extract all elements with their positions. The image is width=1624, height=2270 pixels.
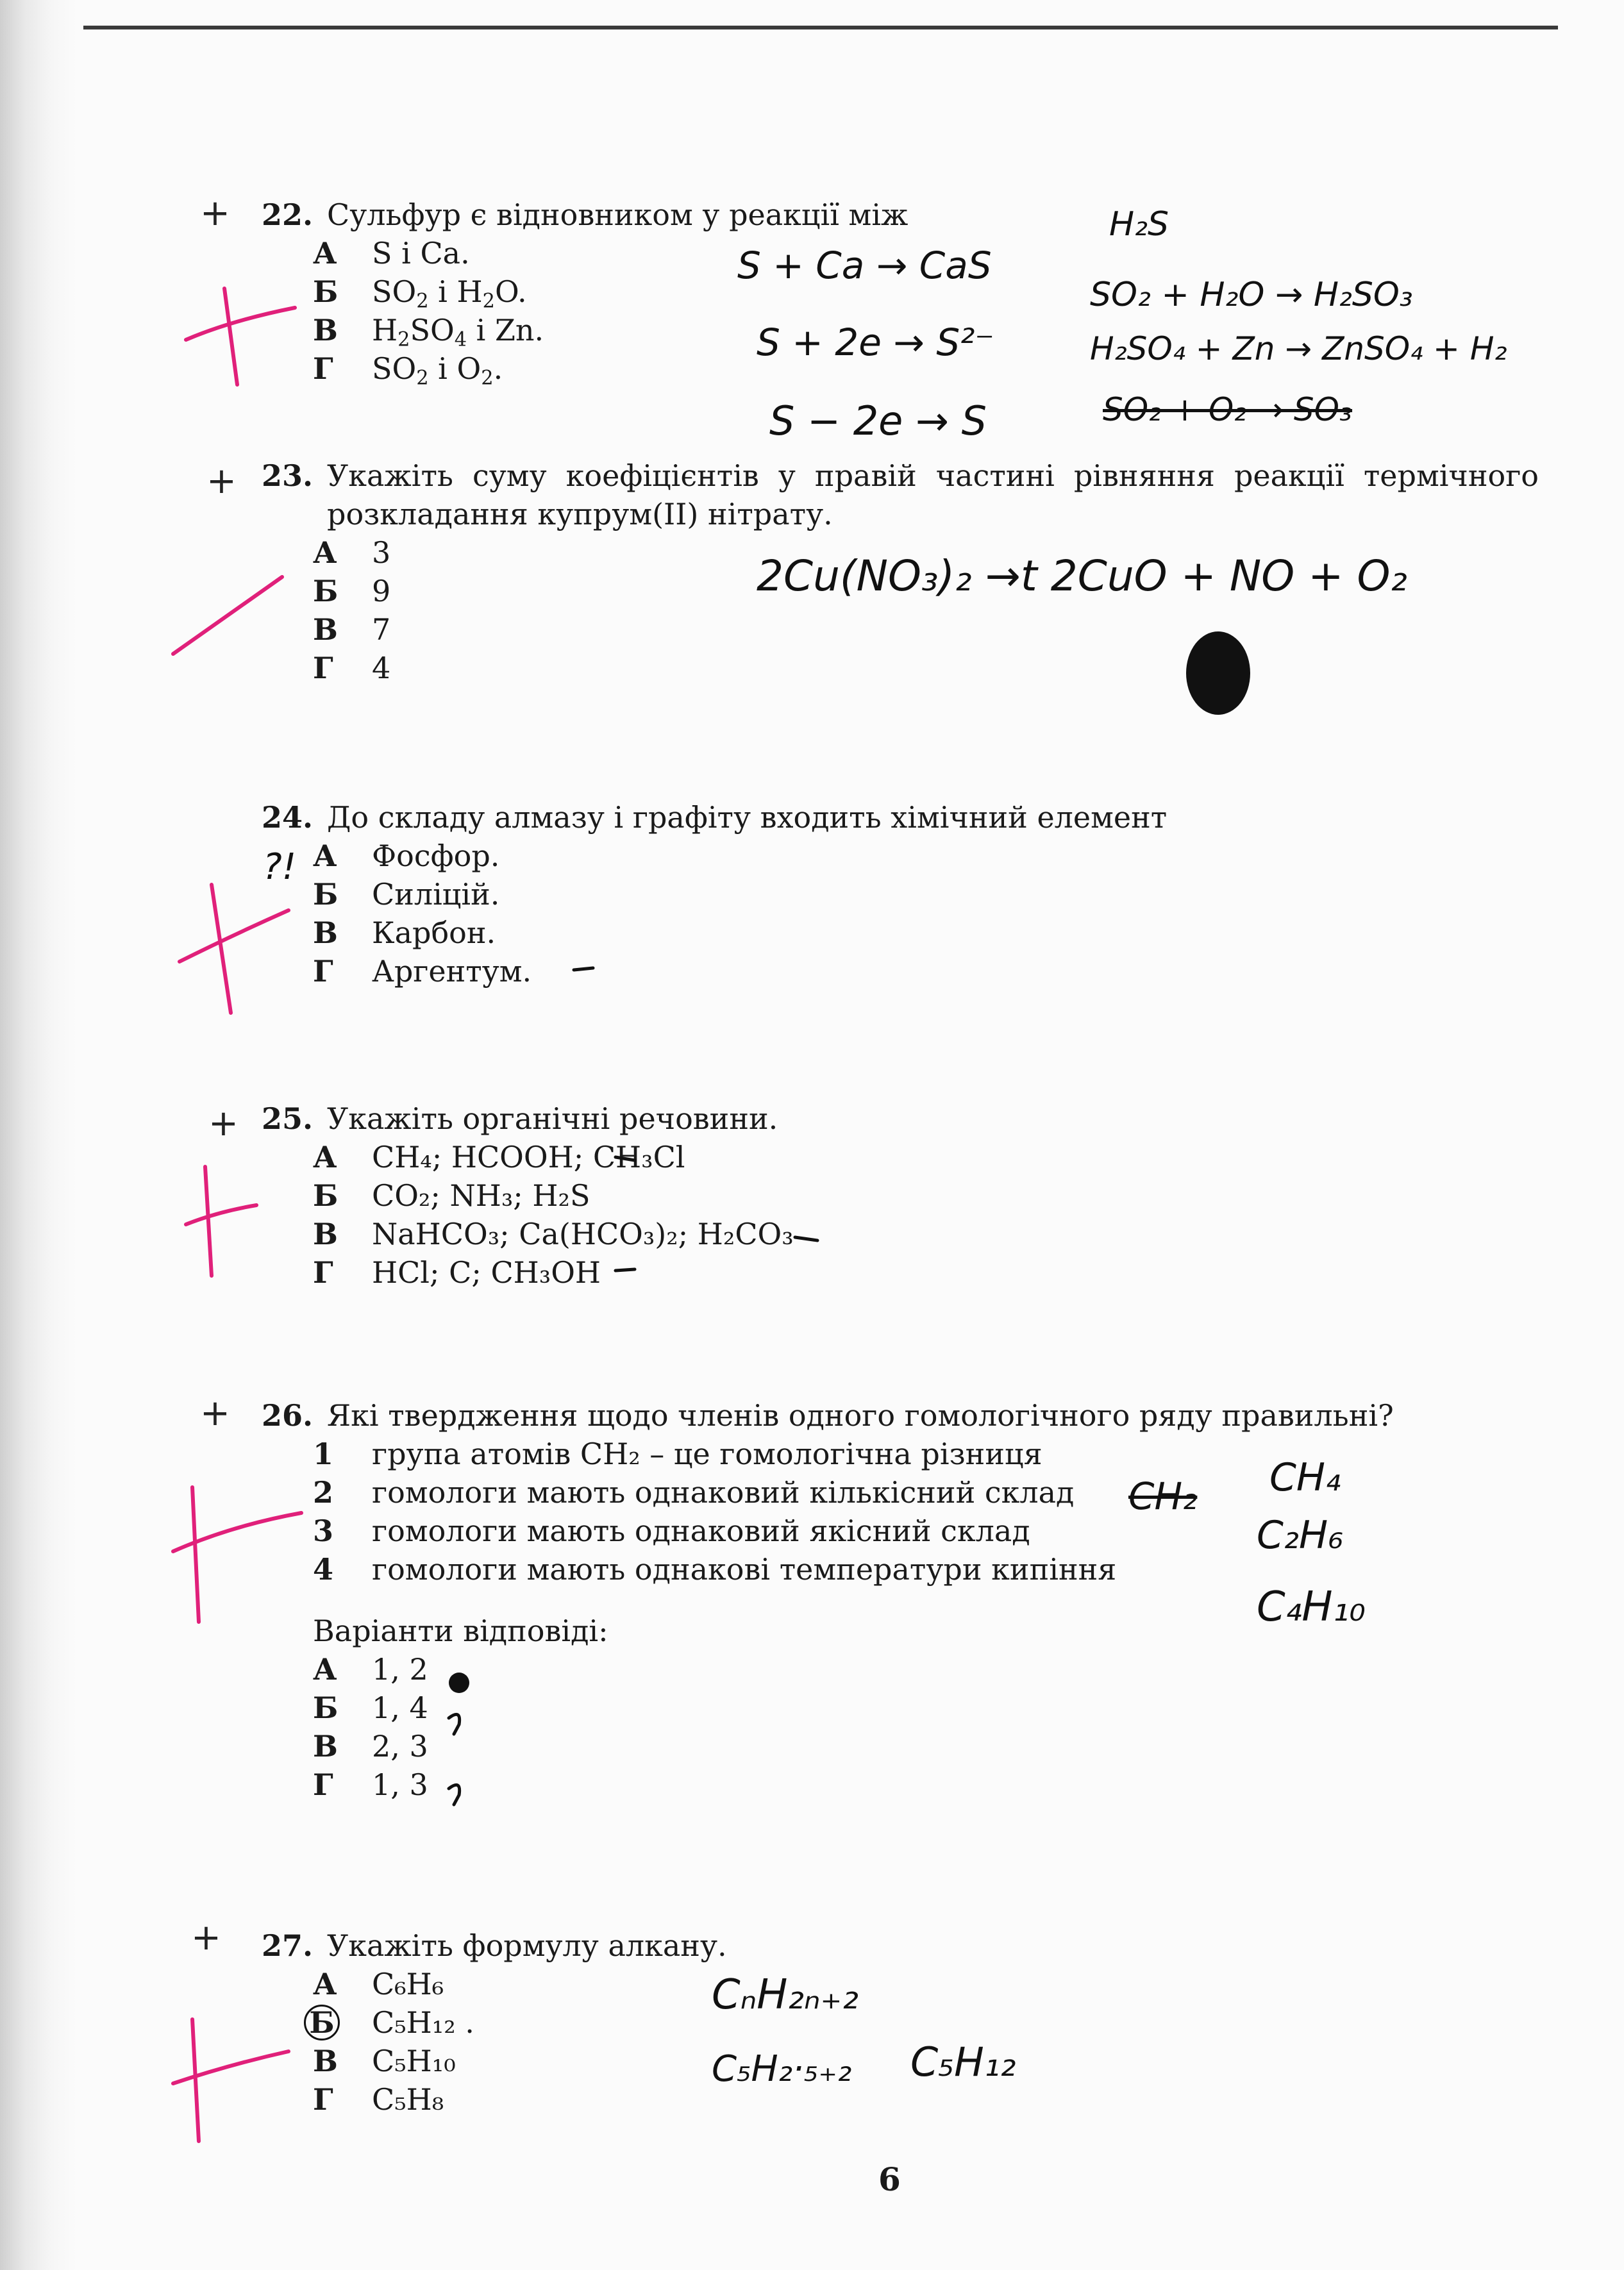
statement-number: 4 xyxy=(313,1552,334,1587)
option-text: 1, 4 xyxy=(372,1690,428,1725)
option-text: Карбон. xyxy=(372,915,496,950)
option-text: 7 xyxy=(372,612,391,647)
pen-dash xyxy=(574,968,593,970)
option-letter: В xyxy=(313,1217,338,1251)
option-letter: Б xyxy=(313,574,339,608)
red-grading-mark xyxy=(205,1167,212,1276)
ink-blot xyxy=(449,1673,469,1693)
question-text: Укажіть формулу алкану. xyxy=(327,1928,727,1963)
handwritten-note: H₂SO₄ + Zn → ZnSO₄ + H₂ xyxy=(1090,330,1507,367)
option-letter: А xyxy=(313,236,337,271)
red-grading-mark xyxy=(186,1205,256,1224)
option-letter: А xyxy=(313,1652,337,1687)
option-text: CO₂; NH₃; H₂S xyxy=(372,1178,590,1213)
handwritten-note: C₄H₁₀ xyxy=(1257,1583,1366,1631)
question-text: До складу алмазу і графіту входить хімічний елемент xyxy=(327,800,1168,835)
statement-text: група атомів CH₂ – це гомологічна різниця xyxy=(372,1437,1042,1471)
option-text: 4 xyxy=(372,651,391,685)
question-number: 24. xyxy=(261,800,313,835)
option-letter: А xyxy=(313,535,337,570)
option-text: HCl; C; CH₃OH xyxy=(372,1255,601,1290)
question-number: 23. xyxy=(261,458,313,493)
plus-mark: + xyxy=(206,460,237,502)
option-text: $H_2SO_4$ і Zn. xyxy=(372,313,544,351)
handwritten-note: C₂H₆ xyxy=(1257,1513,1344,1558)
option-letter: Б xyxy=(313,1178,339,1213)
question-text: Сульфур є відновником у реакції між xyxy=(327,197,908,232)
option-letter: Г xyxy=(313,2082,333,2117)
red-grading-mark xyxy=(224,288,237,385)
statement-number: 2 xyxy=(313,1475,334,1510)
handwritten-note: 2Cu(NO₃)₂ →t 2CuO + NO + O₂ xyxy=(757,551,1407,601)
handwritten-note: CₙH₂ₙ₊₂ xyxy=(712,1971,858,2019)
option-letter: А xyxy=(313,1967,337,2001)
red-grading-mark xyxy=(192,1487,199,1622)
option-text: NaHCO₃; Ca(HCO₃)₂; H₂CO₃ xyxy=(372,1217,794,1251)
option-text: 1, 3 xyxy=(372,1767,428,1802)
statement-text: гомологи мають однаковий якісний склад xyxy=(372,1514,1030,1548)
handwritten-note: SO₂ + O₂ → SO₃ xyxy=(1103,391,1353,428)
handwritten-note: C₅H₂·₅₊₂ xyxy=(712,2048,852,2090)
option-text: CH₄; HCOOH; CH₃Cl xyxy=(372,1140,685,1174)
handwritten-note: H₂S xyxy=(1109,205,1169,244)
red-grading-mark xyxy=(173,577,282,654)
question-text: Укажіть органічні речовини. xyxy=(327,1101,778,1136)
plus-mark: + xyxy=(200,192,230,234)
option-text: 2, 3 xyxy=(372,1729,428,1764)
variants-heading: Варіанти відповіді: xyxy=(313,1614,608,1648)
option-letter: Г xyxy=(313,351,333,386)
option-letter: Б xyxy=(313,877,339,912)
handwritten-note: S − 2e → S xyxy=(769,397,987,444)
handwritten-note: S + 2e → S²⁻ xyxy=(757,321,995,364)
option-letter: Г xyxy=(313,954,333,989)
option-text: 3 xyxy=(372,535,391,570)
option-letter: Б xyxy=(313,274,339,309)
option-text: 1, 2 xyxy=(372,1652,428,1687)
question-mark-scribble xyxy=(449,1785,460,1805)
option-letter: Г xyxy=(313,651,333,685)
option-letter: В xyxy=(313,915,338,950)
selected-answer-circle: Б xyxy=(304,2005,340,2040)
option-letter: В xyxy=(313,612,338,647)
red-grading-mark xyxy=(212,885,231,1013)
pen-dash xyxy=(615,1269,635,1271)
plus-mark: + xyxy=(200,1392,230,1434)
question-text: Укажіть суму коефіцієнтів у правій частині рівняння реакції термічного розкладання купрум(ІІ) нітрату. xyxy=(327,458,1539,531)
option-text: C₅H₈ xyxy=(372,2082,444,2117)
question-mark-scribble xyxy=(449,1714,460,1734)
option-text: Аргентум. xyxy=(372,954,532,989)
pen-dash xyxy=(615,1157,635,1160)
red-grading-mark xyxy=(186,308,295,340)
option-letter: В xyxy=(313,313,338,347)
ink-scribble xyxy=(1186,631,1250,715)
option-text: Фосфор. xyxy=(372,839,500,873)
option-letter: Г xyxy=(313,1255,333,1290)
handwritten-note: C₅H₁₂ xyxy=(910,2039,1016,2085)
option-letter: Б xyxy=(313,1690,339,1725)
question-number: 27. xyxy=(261,1928,313,1963)
option-letter: В xyxy=(313,1729,338,1764)
option-letter: Г xyxy=(313,1767,333,1802)
question-text: Які твердження щодо членів одного гомологічного ряду правильні? xyxy=(327,1398,1394,1433)
option-letter: А xyxy=(313,1140,337,1174)
statement-number: 3 xyxy=(313,1514,334,1548)
handwritten-note: CH₄ xyxy=(1269,1455,1341,1500)
option-text: C₅H₁₀ xyxy=(372,2044,456,2078)
plus-mark: + xyxy=(208,1103,239,1144)
handwritten-note: SO₂ + H₂O → H₂SO₃ xyxy=(1090,276,1413,314)
question-number: 25. xyxy=(261,1101,313,1136)
option-text: $SO_2$ і $H_2O$. xyxy=(372,274,527,313)
option-text: C₅H₁₂ . xyxy=(372,2005,474,2040)
red-grading-mark xyxy=(173,2051,289,2083)
handwritten-note: ?! xyxy=(263,846,297,888)
question-number: 22. xyxy=(261,197,313,232)
page-number: 6 xyxy=(878,2160,901,2198)
plus-mark: + xyxy=(191,1917,221,1958)
pen-dash xyxy=(795,1237,817,1240)
handwritten-note: CH₂ xyxy=(1128,1474,1198,1518)
statement-text: гомологи мають однакові температури кипіння xyxy=(372,1552,1117,1587)
option-letter: В xyxy=(313,2044,338,2078)
statement-number: 1 xyxy=(313,1437,334,1471)
option-text: C₆H₆ xyxy=(372,1967,444,2001)
option-text: S і Ca. xyxy=(372,236,470,271)
red-grading-mark xyxy=(180,910,289,962)
red-grading-mark xyxy=(192,2019,199,2141)
handwritten-note: S + Ca → CaS xyxy=(737,244,992,287)
option-text: $SO_2$ і $O_2$. xyxy=(372,351,503,390)
option-letter: А xyxy=(313,839,337,873)
statement-text: гомологи мають однаковий кількісний склад xyxy=(372,1475,1075,1510)
option-text: 9 xyxy=(372,574,391,608)
option-text: Силіцій. xyxy=(372,877,500,912)
question-number: 26. xyxy=(261,1398,313,1433)
